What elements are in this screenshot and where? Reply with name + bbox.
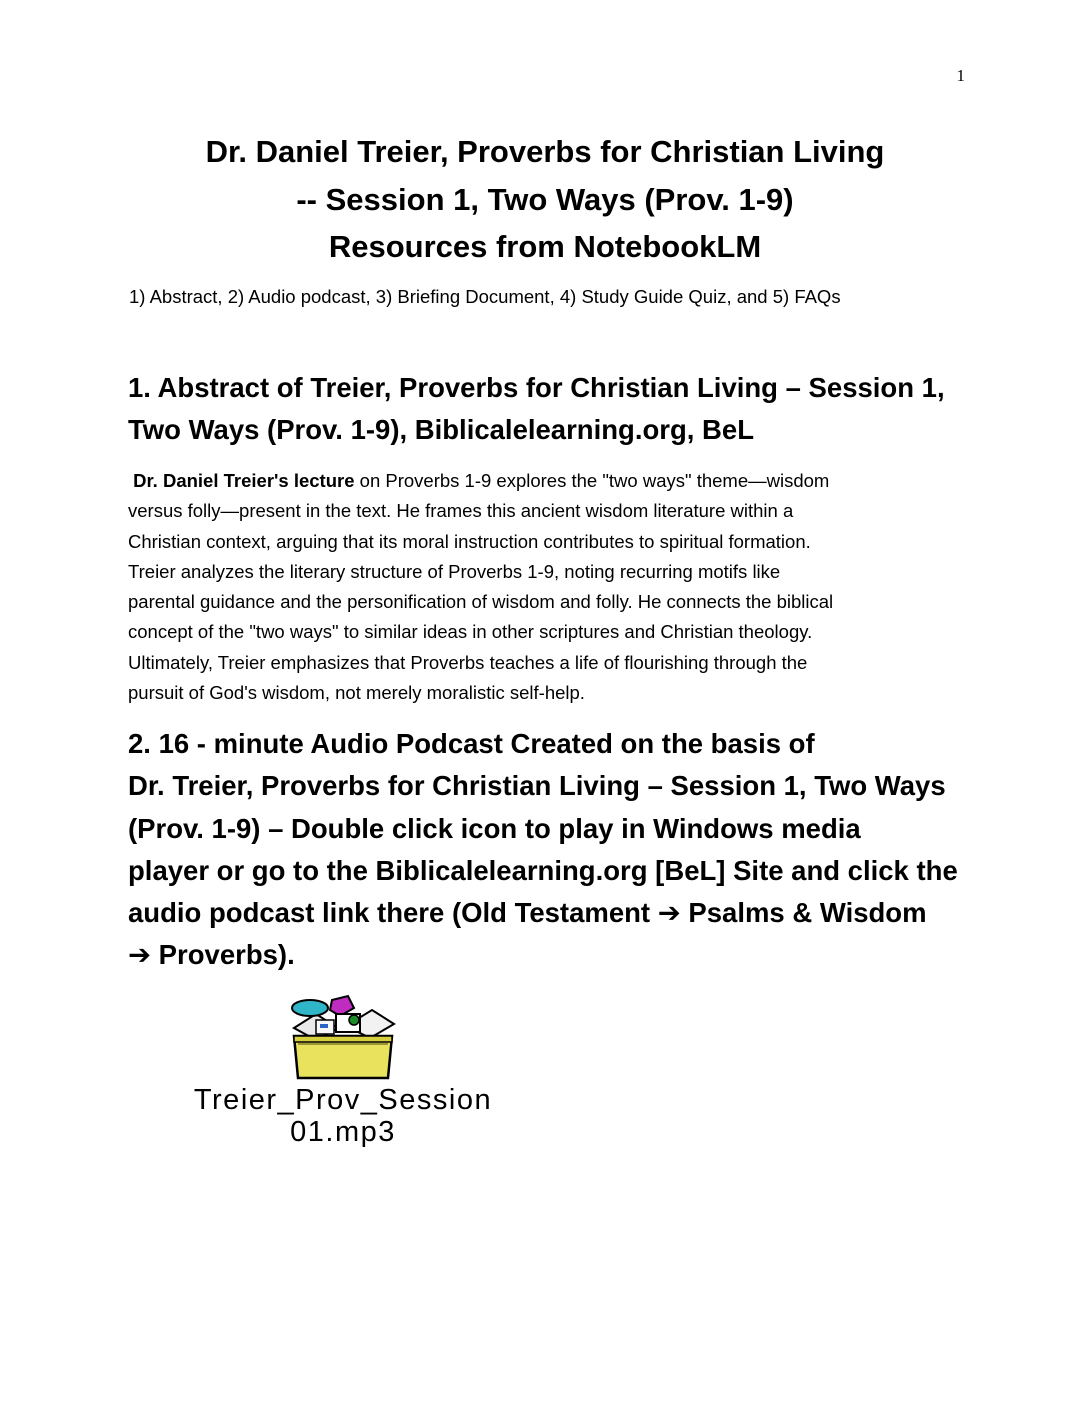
- audio-file-name[interactable]: [128, 1084, 558, 1148]
- resource-list: 1) Abstract, 2) Audio podcast, 3) Briefing Document, 4) Study Guide Quiz, and 5) FAQs: [129, 286, 841, 307]
- title-line-2: -- Session 1, Two Ways (Prov. 1-9): [296, 181, 794, 217]
- audio-file-name-line-2: 01.mp3: [290, 1116, 396, 1148]
- section-2-line-4: player or go to the Biblicalelearning.org [BeL] Site and click the: [128, 854, 958, 886]
- section-2-line-1: 2. 16 - minute Audio Podcast Created on the basis of: [128, 728, 815, 759]
- section-1-heading: [128, 367, 988, 451]
- page-number: 1: [956, 66, 965, 85]
- abstract-line-6: concept of the "two ways" to similar ideas in other scriptures and Christian theology.: [128, 621, 813, 643]
- abstract-line-7: Ultimately, Treier emphasizes that Proverbs teaches a life of flourishing through the: [128, 651, 808, 673]
- abstract-lead-bold: Dr. Daniel Treier's lecture: [133, 470, 355, 491]
- section-2-heading: [128, 723, 988, 977]
- arrow-right-icon: ➔: [657, 897, 681, 929]
- section-2-line-2: Dr. Treier, Proverbs for Christian Living – Session 1, Two Ways: [128, 770, 946, 802]
- title-line-1: Dr. Daniel Treier, Proverbs for Christian Living: [205, 134, 885, 169]
- abstract-line-2: versus folly—present in the text. He frames this ancient wisdom literature within a: [128, 500, 794, 522]
- document-title: [130, 128, 960, 271]
- abstract-line-8: pursuit of God's wisdom, not merely moralistic self-help.: [128, 682, 585, 704]
- section-2-line-6: [128, 934, 988, 976]
- section-1-heading-line-2: Two Ways (Prov. 1-9), Biblicalelearning.org, BeL: [128, 414, 755, 445]
- audio-file-name-line-1: Treier_Prov_Session: [193, 1084, 493, 1116]
- title-line-3: Resources from NotebookLM: [328, 229, 762, 264]
- abstract-line-5: parental guidance and the personification of wisdom and folly. He connects the biblical: [128, 591, 834, 613]
- section-2-line-5b: Psalms & Wisdom: [680, 897, 927, 929]
- arrow-right-icon: ➔: [128, 939, 152, 971]
- abstract-line-1: [128, 466, 1008, 496]
- section-2-line-5: [128, 892, 988, 934]
- package-icon: [276, 990, 406, 1082]
- section-2-line-3: (Prov. 1-9) – Double click icon to play in Windows media: [128, 812, 861, 844]
- abstract-line-3: Christian context, arguing that its moral instruction contributes to spiritual formation.: [128, 530, 811, 552]
- section-2-line-5a: audio podcast link there (Old Testament: [128, 897, 658, 929]
- abstract-line-4: Treier analyzes the literary structure of Proverbs 1-9, noting recurring motifs like: [128, 560, 781, 582]
- abstract-paragraph: [128, 466, 1008, 708]
- abstract-line-1-text: on Proverbs 1-9 explores the "two ways" theme—wisdom: [354, 470, 830, 491]
- section-1-heading-line-1: 1. Abstract of Treier, Proverbs for Christian Living – Session 1,: [128, 372, 945, 403]
- section-2-line-6b: Proverbs).: [151, 939, 295, 971]
- audio-file-attachment[interactable]: [128, 990, 558, 1160]
